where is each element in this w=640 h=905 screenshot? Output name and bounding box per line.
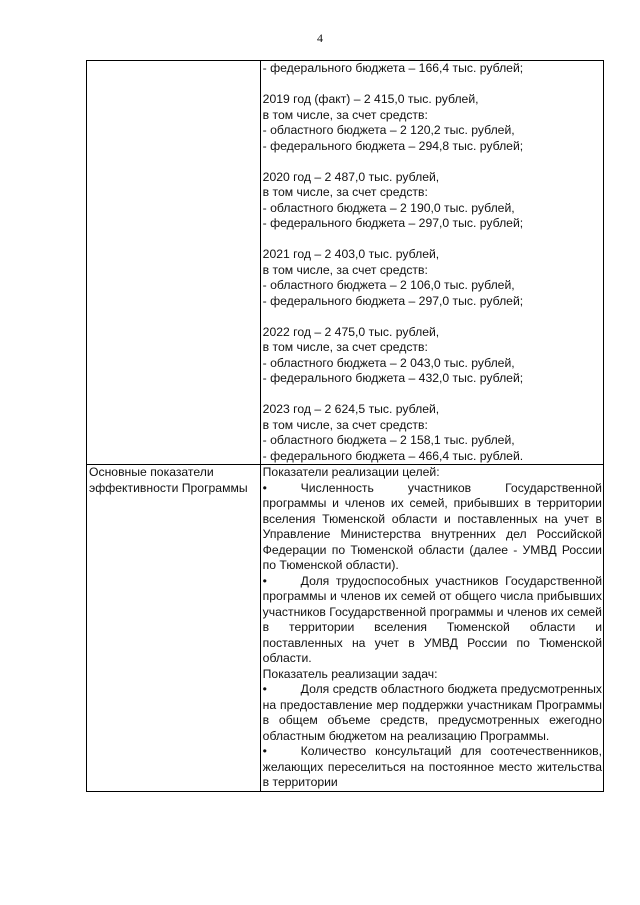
indicators-label-cell (87, 465, 261, 792)
goal-indicator-text: Численность участников Государственной программы и членов их семей, прибывших в территории вселения Тюменской области и поставленных на учет в Управление Министерства внутренних дел Российской Федерации по Тюменской области (далее - УМВД России по Тюменской области). (262, 480, 602, 572)
funding-label-cell (87, 61, 261, 465)
year-total: 2023 год – 2 624,5 тыс. рублей, (262, 402, 440, 416)
year-regional-budget: - областного бюджета – 2 120,2 тыс. рублей, (262, 123, 515, 137)
year-including: в том числе, за счет средств: (262, 185, 428, 199)
program-passport-table (86, 60, 604, 792)
goal-indicator-text: Доля трудоспособных участников Государственной программы и членов их семей от общего числа прибывших участников Государственной программы и членов их семей в территории вселения Тюменской области и поставленных на учет в УМВД России по Тюменской области. (262, 573, 602, 665)
year-including: в том числе, за счет средств: (262, 262, 428, 277)
year-regional-budget: - областного бюджета – 2 190,0 тыс. рублей, (262, 200, 515, 215)
year-federal-budget: - федерального бюджета – 297,0 тыс. рублей; (262, 293, 524, 308)
indicators-value-cell (260, 465, 603, 792)
funding-year-2021 (263, 247, 602, 309)
year-total: 2020 год – 2 487,0 тыс. рублей, (262, 169, 440, 184)
year-including: в том числе, за счет средств: (262, 340, 428, 354)
year-including: в том числе, за счет средств: (262, 417, 428, 432)
funding-year-2020 (263, 170, 602, 232)
funding-value-cell (260, 61, 603, 465)
goals-heading: Показатели реализации целей: (262, 465, 440, 479)
funding-year-2023 (263, 402, 602, 464)
task-indicator-item (263, 744, 602, 791)
task-indicator-text: Количество консультаций для соотечественников, желающих переселиться на постоянное место жительства в территории (262, 744, 602, 789)
year-total: 2021 год – 2 403,0 тыс. рублей, (262, 247, 440, 261)
year-regional-budget: - областного бюджета – 2 043,0 тыс. рублей, (262, 355, 515, 370)
task-indicator-item (263, 682, 602, 744)
year-total: 2019 год (факт) – 2 415,0 тыс. рублей, (262, 92, 479, 106)
year-federal-budget: - федерального бюджета – 297,0 тыс. рублей; (262, 216, 524, 230)
year-regional-budget: - областного бюджета – 2 106,0 тыс. рублей, (262, 278, 515, 292)
year-federal-budget: - федерального бюджета – 466,4 тыс. рублей. (262, 448, 524, 463)
bullet-icon: • (262, 744, 267, 758)
indicators-label: Основные показатели эффективности Программы (89, 465, 248, 495)
bullet-icon: • (262, 682, 267, 696)
bullet-icon: • (262, 480, 267, 495)
year-total: 2022 год – 2 475,0 тыс. рублей, (262, 324, 440, 339)
year-federal-budget: - федерального бюджета – 432,0 тыс. рублей; (262, 371, 524, 385)
funding-row (87, 61, 604, 465)
funding-year-2022 (263, 325, 602, 387)
goal-indicator-item (263, 481, 602, 574)
funding-top-line: - федерального бюджета – 166,4 тыс. рублей; (262, 61, 524, 75)
goal-indicator-item (263, 574, 602, 667)
year-regional-budget: - областного бюджета – 2 158,1 тыс. рублей, (262, 433, 515, 447)
indicators-row (87, 465, 604, 792)
page-number: 4 (317, 31, 323, 45)
task-indicator-text: Доля средств областного бюджета предусмотренных на предоставление мер поддержки участникам Программы в общем объеме средств, предусмотренных ежегодно областным бюджетом на реализацию Программы. (262, 682, 602, 743)
year-including: в том числе, за счет средств: (262, 107, 428, 122)
tasks-heading: Показатель реализации задач: (262, 666, 438, 681)
bullet-icon: • (262, 573, 267, 588)
year-federal-budget: - федерального бюджета – 294,8 тыс. рублей; (262, 138, 524, 153)
funding-year-2019 (263, 92, 602, 154)
